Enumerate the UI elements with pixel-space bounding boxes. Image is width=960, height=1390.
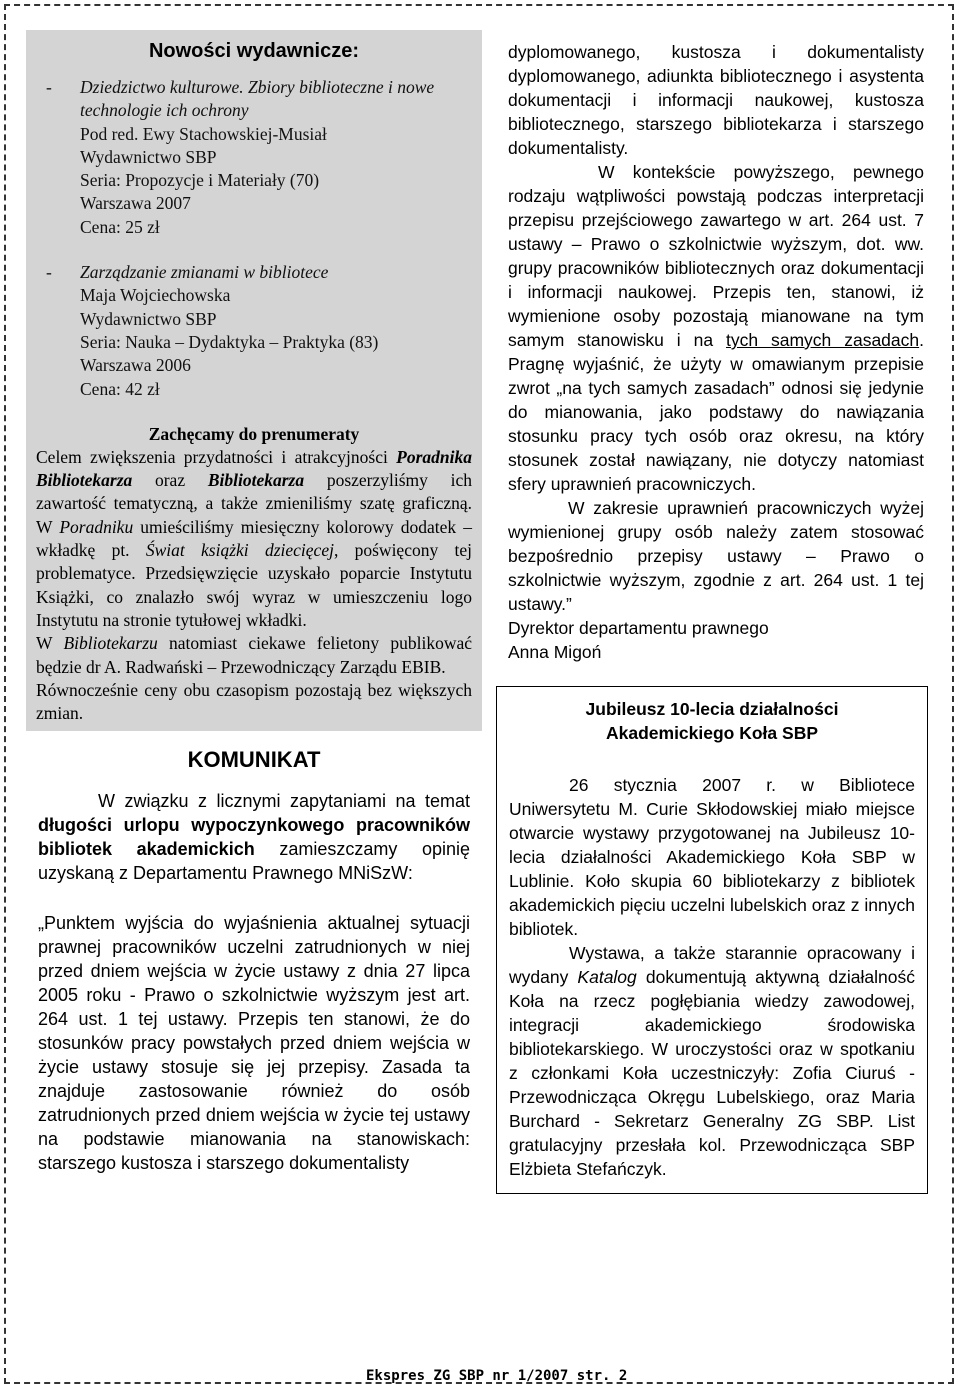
text-run: Celem zwiększenia przydatności i atrakcyjności <box>36 446 397 467</box>
legal-paragraph-2 <box>508 160 924 496</box>
text-run: , poświęcony tej problematyce. Przedsięwzięcie uzyskało poparcie Instytutu Książki, co znalazło swój wyraz w umieszczeniu logo Instytutu na stronie tytułowej wkładki. <box>36 540 472 630</box>
text-run: W kontekście powyższego, pewnego rodzaju wątpliwości powstają podczas interpretacji przepisu przejściowego zawartego w art. 264 ust. 7 ustawy – Prawo o szkolnictwie wyższym, dot. ww. grupy pracowników bibliotecznych oraz dokumentacji i informacji naukowej. Przepis ten, stanowi, iż wymienione osoby pozostają mianowane na tym samym stanowisku i na <box>508 162 924 350</box>
book-details: Pod red. Ewy Stachowskiej-Musiał Wydawnictwo SBP Seria: Propozycje i Materiały (70) Warszawa 2007 Cena: 25 zł <box>80 123 327 237</box>
jubilee-text <box>497 773 927 1181</box>
text-run: umieściliśmy miesięczny kolorowy dodatek – wkładkę pt. <box>36 516 472 561</box>
jubilee-title <box>497 697 927 745</box>
new-publications-box <box>26 30 482 731</box>
journal-name: Poradnika Bibliotekarza <box>36 446 472 491</box>
announcement-quote: „Punktem wyjścia do wyjaśnienia aktualnej sytuacji prawnej pracowników uczelni zatrudnionych w niej przed dniem wejścia w życie ustawy z dnia 27 lipca 2005 roku - Prawo o szkolnictwie wyższym jest art. 264 ust. 1 tej ustawy. Przepis ten stanowi, że do stosunków pracy powstałych przed dniem wejścia w życie ustawy stosuje się jej przepisy. Zasada ta znajduje zastosowanie również do osób zatrudnionych przed dniem wejścia w życie tej ustawy na podstawie mianowania na stanowiskach: starszego kustosza i starszego dokumentalisty <box>38 913 470 1174</box>
legal-paragraph-3: W zakresie uprawnień pracowniczych wyżej wymienionej grupy osób należy zatem stosować bezpośrednio przepisy ustawy – Prawo o szkolnictwie wyższym, zgodnie z art. 264 ust. 1 tej ustawy.” <box>508 498 924 614</box>
bullet-dash: - <box>46 77 52 97</box>
supplement-name: Świat książki dziecięcej <box>145 540 334 561</box>
text-run: natomiast ciekawe felietony publikować będzie dr A. Radwański – Przewodniczący Zarządu EBIB. <box>36 633 472 677</box>
underlined-text: tych samych zasadach <box>725 330 920 350</box>
signature-title: Dyrektor departamentu prawnego <box>508 618 769 638</box>
subscription-paragraph-3: Równocześnie ceny obu czasopism pozostają bez większych zmian. <box>36 679 472 724</box>
journal-name: Bibliotekarza <box>207 470 305 491</box>
right-column <box>508 40 924 1194</box>
text-run: . Pragnę wyjaśnić, że użyty w omawianym przepisie zwrot „na tych samych zasadach” odnosi się jedynie do mianowania, jako podstawy do nawiązania stosunku pracy tych osób oraz okresu, na który stosunek został nawiązany, nie dotyczy natomiast sfery uprawnień pracowniczych. <box>508 330 924 494</box>
text-run: zamieszczamy opinię uzyskaną z Departamentu Prawnego MNiSzW: <box>38 839 471 884</box>
journal-name: Bibliotekarzu <box>63 633 158 654</box>
book-entry-2 <box>36 261 472 401</box>
text-run: W <box>36 633 64 654</box>
catalog-title: Katalog <box>577 967 637 987</box>
subscription-paragraph-2 <box>36 632 472 679</box>
book-details: Maja Wojciechowska Wydawnictwo SBP Seria: Nauka – Dydaktyka – Praktyka (83) Warszawa 2006 Cena: 42 zł <box>80 285 379 399</box>
subscription-heading: Zachęcamy do prenumeraty <box>148 423 360 444</box>
bullet-dash: - <box>46 262 52 283</box>
text-run: oraz <box>132 470 208 491</box>
subscription-text <box>36 446 472 726</box>
jubilee-paragraph-2 <box>509 941 915 1181</box>
text-run: dokumentują aktywną działalność Koła na rzecz pogłębiania wiedzy zawodowej, integracji akademickiego środowiska bibliotekarskiego. W uroczystości oraz w spotkaniu z członkami Koła uczestniczyły: Zofia Ciuruś - Przewodnicząca Okręgu Lubelskiego, oraz Maria Burchard - Sekretarz Generalny ZG SBP. List gratulacyjny przesłała kol. Przewodnicząca SBP Elżbieta Stefańczyk. <box>509 967 915 1179</box>
signature-name: Anna Migoń <box>508 642 602 662</box>
page-footer: Ekspres ZG SBP nr 1/2007 str. 2 <box>366 1368 628 1384</box>
journal-name: Poradniku <box>59 516 134 537</box>
announcement-section <box>26 747 482 1175</box>
announcement-intro <box>38 789 470 885</box>
book-title: Zarządzanie zmianami w bibliotece <box>80 262 329 283</box>
jubilee-title-line-1: Jubileusz 10-lecia działalności <box>585 699 839 719</box>
left-column <box>26 30 482 1175</box>
announcement-title: KOMUNIKAT <box>187 747 321 773</box>
subscription-paragraph-1 <box>36 446 472 632</box>
text-run: W związku z licznymi zapytaniami na temat <box>98 791 470 812</box>
book-entry-1 <box>36 76 472 239</box>
jubilee-title-line-2: Akademickiego Koła SBP <box>605 723 819 743</box>
book-title: Dziedzictwo kulturowe. Zbiory biblioteczne i nowe technologie ich ochrony <box>80 77 435 121</box>
legal-paragraph-1: dyplomowanego, kustosza i dokumentalisty dyplomowanego, adiunkta bibliotecznego i asystenta dokumentacji i informacji naukowej, kustosza bibliotecznego, starszego bibliotekarza i starszego dokumentalisty. <box>508 42 924 158</box>
jubilee-box <box>496 686 928 1194</box>
text-run: poszerzyliśmy ich zawartość tematyczną, a także zmieniliśmy szatę graficzną. W <box>36 470 472 537</box>
box-title: Nowości wydawnicze: <box>148 40 360 62</box>
jubilee-paragraph-1: 26 stycznia 2007 r. w Bibliotece Uniwersytetu M. Curie Skłodowskiej miało miejsce otwarcie wystawy przygotowanej na Jubileusz 10-lecia działalności Akademickiego Koła SBP w Lublinie. Koło skupia 60 bibliotekarzy z bibliotek akademickich pięciu uczelni lubelskich oraz z innych bibliotek. <box>509 775 915 939</box>
text-run: Wystawa, a także starannie opracowany i wydany <box>509 943 915 987</box>
bold-text-run: długości urlopu wypoczynkowego pracowników bibliotek akademickich <box>38 815 470 860</box>
